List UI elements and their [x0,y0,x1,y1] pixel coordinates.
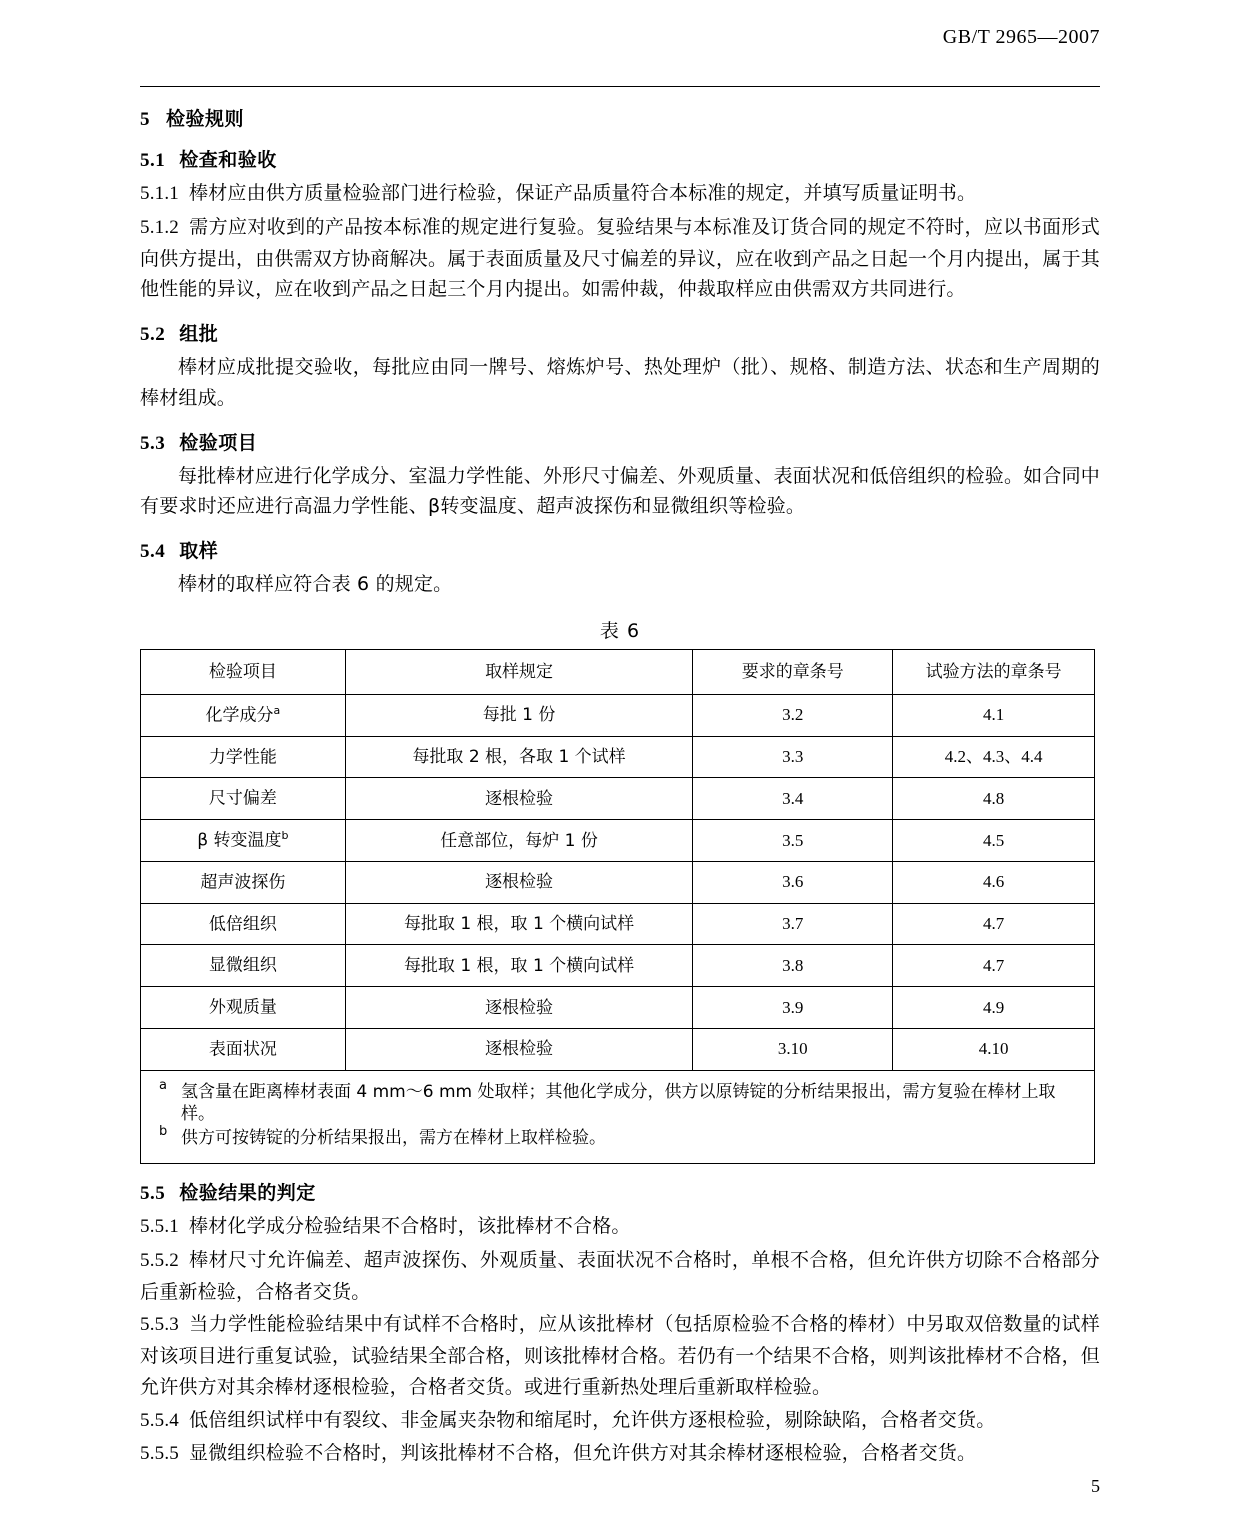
clause-5-5-3-number: 5.5.3 [140,1314,179,1336]
cell-method: 4.8 [893,778,1095,820]
section-5-5-title: 检验结果的判定 [179,1182,316,1205]
paragraph-5-5-2 [140,1245,1100,1308]
cell-sampling: 每批取 1 根，取 1 个横向试样 [345,945,693,987]
section-5-number: 5 [140,109,150,130]
column-header-method: 试验方法的章条号 [893,649,1095,694]
table-row [141,778,1095,820]
section-5-4-heading [140,536,1100,563]
cell-sampling: 逐根检验 [345,861,693,903]
section-5-5-heading [140,1178,1100,1205]
section-5-1-number: 5.1 [140,150,166,171]
clause-5-5-3-text: 当力学性能检验结果中有试样不合格时，应从该批棒材（包括原检验不合格的棒材）中另取双倍数量的试样对该项目进行重复试验，试验结果全部合格，则该批棒材合格。若仍有一个结果不合格，则判该批棒材不合格，但允许供方对其余棒材逐根检验，合格者交货。或进行重新热处理后重新取样检验。 [140,1313,1101,1398]
cell-item-footnote-mark: b [281,829,289,843]
clause-5-5-1-text: 棒材化学成分检验结果不合格时，该批棒材不合格。 [189,1215,631,1238]
cell-item-text: 尺寸偏差 [208,789,277,810]
clause-5-5-1-number: 5.5.1 [140,1216,179,1238]
clause-5-1-2-text: 需方应对收到的产品按本标准的规定进行复验。复验结果与本标准及订货合同的规定不符时，应以书面形式向供方提出，由供需双方协商解决。属于表面质量及尺寸偏差的异议，应在收到产品之日起一个月内提出，属于其他性能的异议，应在收到产品之日起三个月内提出。如需仲裁，仲裁取样应由供需双方共同进行。 [140,215,1101,301]
cell-sampling: 逐根检验 [345,1028,693,1070]
paragraph-5-5-4 [140,1405,1100,1437]
table-note-mark: a [159,1077,167,1093]
standard-number: GB/T 2965—2007 [942,26,1100,48]
cell-item-text: 表面状况 [208,1039,277,1060]
cell-sampling: 每批取 2 根，各取 1 个试样 [345,736,693,778]
section-5-4-title: 取样 [179,540,219,563]
clause-5-5-5-number: 5.5.5 [140,1443,179,1465]
cell-item [141,903,346,945]
cell-item-text: 力学性能 [208,747,277,768]
table-header-row [141,649,1095,694]
table-note [155,1123,1080,1149]
cell-item [141,736,346,778]
clause-5-1-1-number: 5.1.1 [140,183,179,204]
cell-sampling: 逐根检验 [345,778,693,820]
clause-5-5-2-text: 棒材尺寸允许偏差、超声波探伤、外观质量、表面状况不合格时，单根不合格，但允许供方切除不合格部分后重新检验，合格者交货。 [140,1248,1100,1303]
cell-requirement: 3.8 [693,945,893,987]
table-notes-cell [141,1070,1095,1163]
paragraph-5-4: 棒材的取样应符合表 6 的规定。 [178,573,453,596]
cell-method: 4.9 [893,987,1095,1029]
page-content [140,92,1100,1472]
cell-item [141,778,346,820]
cell-sampling: 任意部位，每炉 1 份 [345,820,693,862]
cell-item [141,1028,346,1070]
cell-item-text: 外观质量 [208,997,277,1018]
section-5-2-heading [140,319,1100,346]
cell-method: 4.6 [893,861,1095,903]
cell-requirement: 3.9 [693,987,893,1029]
section-5-3-heading [140,428,1100,455]
section-5-1-heading [140,145,1100,172]
clause-5-5-5-text: 显微组织检验不合格时，判该批棒材不合格，但允许供方对其余棒材逐根检验，合格者交货。 [189,1442,977,1465]
section-5-3-title: 检验项目 [179,431,258,454]
paragraph-5-5-5 [140,1438,1100,1470]
table-note [155,1077,1080,1125]
cell-method: 4.5 [893,820,1095,862]
cell-sampling: 逐根检验 [345,987,693,1029]
section-5-3-number: 5.3 [140,432,166,454]
cell-requirement: 3.7 [693,903,893,945]
paragraph-5-1-1 [140,178,1100,210]
table-note-mark: b [159,1123,168,1139]
cell-requirement: 3.3 [693,736,893,778]
cell-item-text: 化学成分 [205,705,274,726]
column-header-item: 检验项目 [141,649,346,694]
table-row [141,987,1095,1029]
cell-item-text: 低倍组织 [208,914,277,935]
cell-method: 4.2、4.3、4.4 [893,736,1095,778]
section-5-5-number: 5.5 [140,1183,166,1205]
section-5-heading [140,104,1100,131]
clause-5-5-4-number: 5.5.4 [140,1409,179,1431]
table-6 [140,649,1095,1164]
paragraph-5-2: 棒材应成批提交验收，每批应由同一牌号、熔炼炉号、热处理炉（批）、规格、制造方法、状态和生产周期的棒材组成。 [140,356,1100,409]
page-header [140,26,1100,60]
table-row [141,736,1095,778]
cell-item-text: 显微组织 [208,956,277,977]
cell-item [141,694,346,736]
table-row [141,820,1095,862]
table-note-text: 供方可按铸锭的分析结果报出，需方在棒材上取样检验。 [181,1127,606,1148]
paragraph-5-3: 每批棒材应进行化学成分、室温力学性能、外形尺寸偏差、外观质量、表面状况和低倍组织的检验。如合同中有要求时还应进行高温力学性能、β转变温度、超声波探伤和显微组织等检验。 [140,464,1100,518]
cell-sampling: 每批 1 份 [345,694,693,736]
table-row [141,694,1095,736]
table-notes-row [141,1070,1095,1163]
cell-item [141,861,346,903]
cell-requirement: 3.5 [693,820,893,862]
cell-item-text: β 转变温度 [197,830,282,851]
cell-sampling: 每批取 1 根，取 1 个横向试样 [345,903,693,945]
cell-item [141,820,346,862]
table-6-caption: 表 6 [599,619,641,642]
cell-requirement: 3.6 [693,861,893,903]
clause-5-5-2-number: 5.5.2 [140,1249,179,1271]
cell-requirement: 3.10 [693,1028,893,1070]
table-row [141,903,1095,945]
table-row [141,1028,1095,1070]
table-row [141,945,1095,987]
cell-item-text: 超声波探伤 [200,872,286,893]
cell-method: 4.7 [893,945,1095,987]
header-divider [140,86,1100,87]
section-5-4-number: 5.4 [140,541,166,563]
section-5-title: 检验规则 [166,108,245,130]
cell-method: 4.10 [893,1028,1095,1070]
page-number: 5 [1091,1476,1100,1496]
cell-item-footnote-mark: a [273,703,281,717]
cell-item [141,987,346,1029]
column-header-requirement: 要求的章条号 [693,649,893,694]
section-5-2-title: 组批 [179,323,219,346]
cell-requirement: 3.2 [693,694,893,736]
cell-requirement: 3.4 [693,778,893,820]
table-note-text: 氢含量在距离棒材表面 4 mm～6 mm 处取样；其他化学成分，供方以原铸锭的分析结果报出，需方复验在棒材上取样。 [181,1081,1056,1124]
paragraph-5-1-2 [140,212,1100,305]
cell-method: 4.1 [893,694,1095,736]
paragraph-5-5-1 [140,1211,1100,1243]
section-5-1-title: 检查和验收 [179,149,277,171]
section-5-2-number: 5.2 [140,324,166,346]
clause-5-1-1-text: 棒材应由供方质量检验部门进行检验，保证产品质量符合本标准的规定，并填写质量证明书。 [189,182,977,204]
clause-5-1-2-number: 5.1.2 [140,216,179,238]
column-header-sampling: 取样规定 [345,649,693,694]
table-row [141,861,1095,903]
clause-5-5-4-text: 低倍组织试样中有裂纹、非金属夹杂物和缩尾时，允许供方逐根检验，剔除缺陷，合格者交货。 [189,1408,996,1431]
cell-method: 4.7 [893,903,1095,945]
paragraph-5-5-3 [140,1309,1100,1402]
cell-item [141,945,346,987]
